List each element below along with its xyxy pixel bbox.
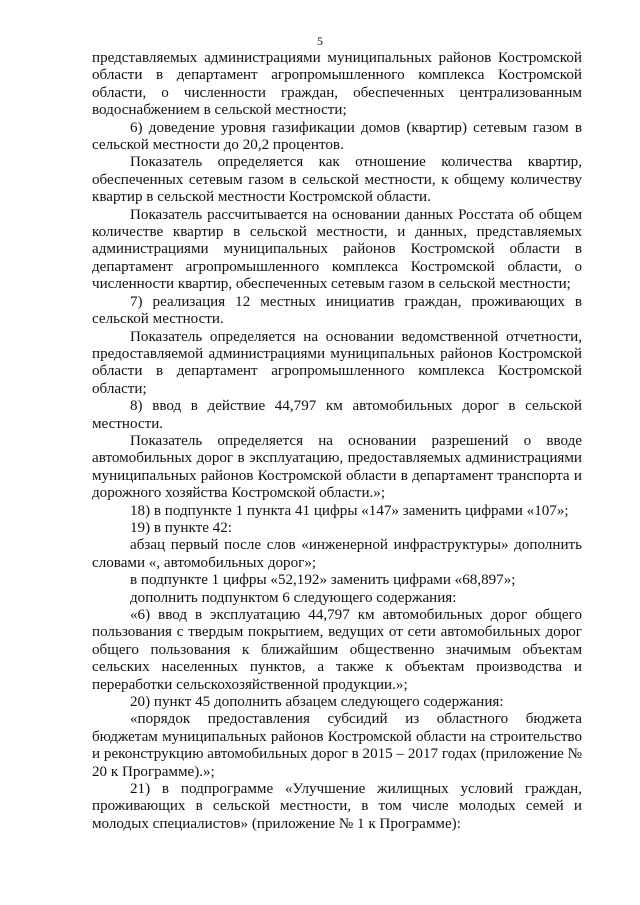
paragraph: «6) ввод в эксплуатацию 44,797 км автомобильных дорог общего пользования с твердым покрытием, ведущих от сети автомобильных дорог общего пользования к ближайшим общественно значимым объектам сельских населенных пунктов, а также к объектам производства и переработки сельскохозяйственной продукции.»; <box>92 607 582 693</box>
paragraph: дополнить подпунктом 6 следующего содержания: <box>130 589 457 606</box>
paragraph: Показатель рассчитывается на основании данных Росстата об общем количестве квартир в сельской местности, и данных, представляемых администрациями муниципальных районов Костромской области в департамент агропромышленного комплекса Костромской области, о численности квартир, обеспеченных сетевым газом в сельской местности; <box>92 206 582 293</box>
paragraph: Показатель определяется на основании ведомственной отчетности, предоставляемой администрациями муниципальных районов Костромской области в департамент агропромышленного комплекса Костромской области; <box>92 328 582 397</box>
paragraph: Показатель определяется на основании разрешений о вводе автомобильных дорог в эксплуатацию, предоставляемых администрациями муниципальных районов Костромской области в департамент транспорта и дорожного хозяйства Костромской области.»; <box>92 432 582 502</box>
paragraph: 8) ввод в действие 44,797 км автомобильных дорог в сельской местности. <box>92 398 582 432</box>
document-body <box>92 50 582 833</box>
paragraph: 18) в подпункте 1 пункта 41 цифры «147» заменить цифрами «107»; <box>130 502 569 519</box>
paragraph: представляемых администрациями муниципальных районов Костромской области в департамент агропромышленного комплекса Костромской области, о численности граждан, обеспеченных централизованным водоснабжением в сельской местности; <box>92 50 582 119</box>
paragraph: 19) в пункте 42: <box>130 519 232 536</box>
paragraph: «порядок предоставления субсидий из областного бюджета бюджетам муниципальных районов Костромской области на строительство и реконструкцию автомобильных дорог в 2015 – 2017 годах (приложение № 20 к Программе).»; <box>92 711 582 780</box>
page-number: 5 <box>317 34 323 48</box>
paragraph: 6) доведение уровня газификации домов (квартир) сетевым газом в сельской местности до 20,2 процентов. <box>92 119 582 154</box>
paragraph: 21) в подпрограмме «Улучшение жилищных условий граждан, проживающих в сельской местности, в том числе молодых семей и молодых специалистов» (приложение № 1 к Программе): <box>92 781 582 832</box>
paragraph: 7) реализация 12 местных инициатив граждан, проживающих в сельской местности. <box>92 293 582 328</box>
paragraph: в подпункте 1 цифры «52,192» заменить цифрами «68,897»; <box>130 572 516 589</box>
paragraph: 20) пункт 45 дополнить абзацем следующего содержания: <box>130 694 504 711</box>
paragraph: абзац первый после слов «инженерной инфраструктуры» дополнить словами «, автомобильных дорог»; <box>92 537 582 571</box>
paragraph: Показатель определяется как отношение количества квартир, обеспеченных сетевым газом в сельской местности, к общему количеству квартир в сельской местности Костромской области. <box>92 154 582 206</box>
